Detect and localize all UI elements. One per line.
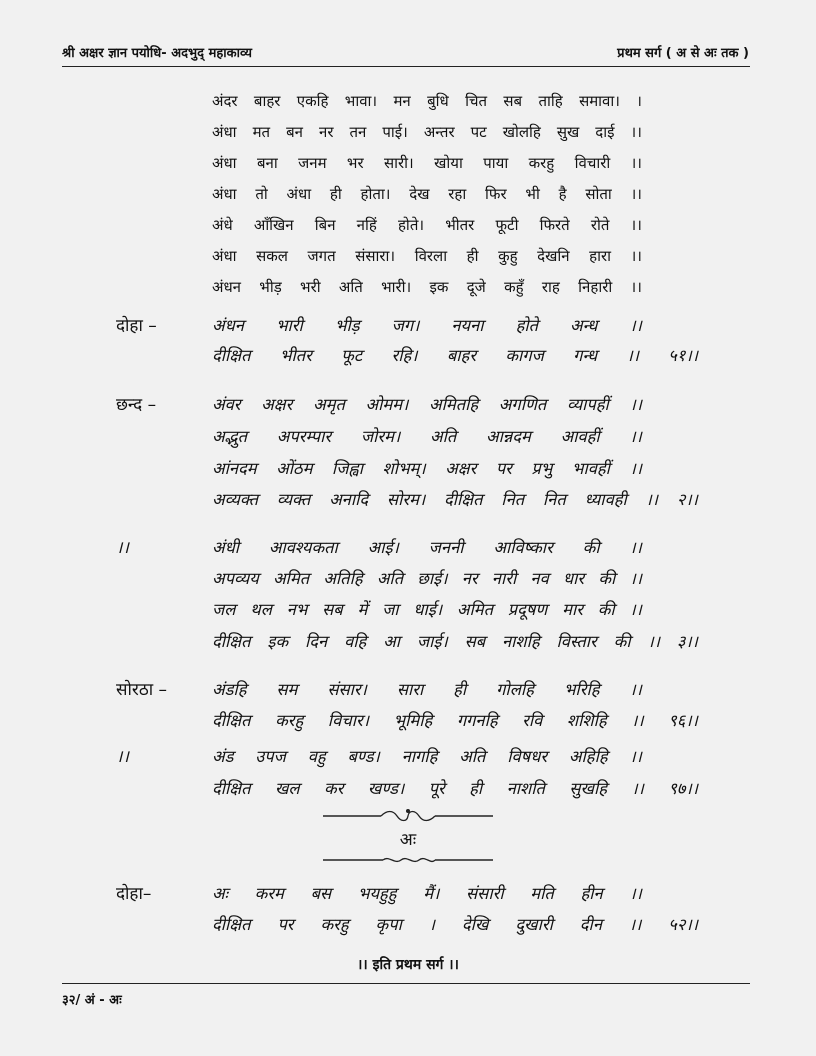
- header-rule: [62, 66, 750, 67]
- verse-word: ५२।।: [668, 915, 698, 934]
- verse-word: भीड़: [259, 278, 282, 296]
- verse-word: भीतर: [445, 216, 475, 234]
- verse-word: दूजे: [466, 278, 486, 296]
- verse-word: अक्षर: [445, 459, 477, 478]
- verse-word: फूट: [341, 346, 363, 365]
- verse-word: जग।: [391, 316, 420, 335]
- verse-word: अमृत: [312, 395, 345, 414]
- verse-word: बन: [286, 123, 303, 141]
- verse-word: सुखहि: [569, 779, 608, 798]
- verse-word: ही: [329, 185, 342, 203]
- verse-word: दीक्षित: [212, 346, 251, 365]
- verse-word: ।।: [629, 600, 642, 619]
- verse-word: रहि।: [391, 346, 418, 365]
- verse-word: ९६।।: [668, 711, 698, 730]
- verse-word: कुहु: [498, 247, 518, 265]
- verse-word: अतिहि: [323, 569, 363, 588]
- verse-word: कागज: [505, 346, 544, 365]
- verse-word: अपरम्पार: [276, 427, 332, 446]
- verse-word: संसारा।: [355, 247, 396, 265]
- verse-word: अति: [429, 427, 457, 446]
- verse-word: ।।: [645, 490, 659, 509]
- verse-word: सब: [322, 600, 343, 619]
- verse-word: जल: [212, 600, 236, 619]
- verse-word: फिरते: [539, 216, 570, 234]
- verse-word: बिन: [314, 216, 336, 234]
- verse-word: कृपा: [375, 915, 402, 934]
- doha-label: दोहा –: [116, 316, 157, 336]
- verse-line: [212, 316, 642, 336]
- verse-word: पाया: [483, 154, 509, 172]
- verse-line: [212, 680, 642, 700]
- verse-word: प्रदूषण: [507, 600, 548, 619]
- verse-word: शशिहि: [566, 711, 607, 730]
- doha-label: दोहा–: [116, 884, 152, 904]
- verse-word: अंडहि: [212, 680, 247, 699]
- verse-word: की: [597, 600, 615, 619]
- verse-word: अव्यक्त: [212, 490, 259, 509]
- verse-word: आ: [383, 632, 400, 651]
- verse-line: [212, 490, 698, 510]
- verse-line: [212, 632, 698, 652]
- verse-word: अंधी: [212, 538, 240, 557]
- verse-word: अमित: [456, 600, 493, 619]
- verse-word: विरला: [414, 247, 448, 265]
- verse-word: अंदर: [212, 92, 238, 110]
- verse-word: खोया: [434, 154, 463, 172]
- verse-word: नर: [319, 123, 334, 141]
- verse-word: नर: [461, 569, 478, 588]
- verse-word: वहि: [344, 632, 367, 651]
- verse-word: सारी।: [383, 154, 414, 172]
- verse-word: नभ: [286, 600, 308, 619]
- verse-word: भूमिहि: [393, 711, 433, 730]
- verse-word: शोभम्।: [382, 459, 426, 478]
- verse-word: ।।: [629, 680, 642, 699]
- ornament-divider-bottom: [0, 850, 816, 874]
- verse-word: ताहि: [538, 92, 563, 110]
- verse-word: भीतर: [279, 346, 312, 365]
- verse-word: अंधन: [212, 316, 244, 335]
- verse-word: पट: [470, 123, 487, 141]
- verse-word: ५१।।: [668, 346, 698, 365]
- closing-line: ।। इति प्रथम सर्ग ।।: [357, 957, 459, 973]
- verse-word: गन्ध: [573, 346, 598, 365]
- verse-word: धार: [562, 569, 585, 588]
- verse-word: दीक्षित: [212, 632, 251, 651]
- verse-line: [212, 427, 642, 447]
- verse-word: थल: [250, 600, 272, 619]
- verse-word: सोरम।: [386, 490, 426, 509]
- verse-word: ।।: [629, 569, 642, 588]
- verse-word: आंनदम: [212, 459, 257, 478]
- verse-word: सोता: [585, 185, 612, 203]
- verse-word: तो: [255, 185, 268, 203]
- verse-word: ।।: [630, 154, 642, 172]
- verse-word: जनम: [298, 154, 327, 172]
- verse-word: दीक्षित: [212, 915, 251, 934]
- verse-word: होते: [515, 316, 539, 335]
- verse-word: राह: [541, 278, 560, 296]
- verse-word: अंधे: [212, 216, 233, 234]
- verse-word: की: [613, 632, 631, 651]
- verse-word: करम: [254, 884, 284, 903]
- verse-word: ।।: [630, 216, 642, 234]
- verse-word: बाहर: [253, 92, 281, 110]
- verse-word: निहारी: [578, 278, 613, 296]
- verse-word: दीक्षित: [443, 490, 483, 509]
- verse-word: सुख: [556, 123, 580, 141]
- verse-word: कहुँ: [504, 278, 524, 296]
- verse-word: की: [598, 569, 616, 588]
- verse-word: बस: [310, 884, 332, 903]
- verse-word: गगनहि: [456, 711, 498, 730]
- verse-word: देख: [409, 185, 430, 203]
- verse-word: बुधि: [427, 92, 449, 110]
- verse-word: अंधा: [286, 185, 312, 203]
- verse-line: [212, 395, 642, 415]
- verse-word: ही: [469, 779, 483, 798]
- verse-word: इक: [429, 278, 449, 296]
- verse-word: ।।: [629, 459, 642, 478]
- verse-word: दिन: [305, 632, 328, 651]
- verse-line: [212, 747, 642, 767]
- verse-word: गोलहि: [496, 680, 534, 699]
- verse-word: विस्तार: [556, 632, 597, 651]
- verse-word: होते।: [397, 216, 425, 234]
- verse-word: आँखिन: [253, 216, 294, 234]
- verse-line: [212, 459, 642, 479]
- verse-word: पर: [277, 915, 294, 934]
- section-heading: अः: [399, 830, 417, 850]
- header-right-title: प्रथम सर्ग ( अ से अः तक ): [617, 46, 749, 61]
- verse-line: [212, 122, 642, 142]
- verse-word: ।।: [631, 711, 644, 730]
- verse-word: अद्भुत: [212, 427, 248, 446]
- verse-word: अंधा: [212, 154, 237, 172]
- verse-word: करहु: [275, 711, 304, 730]
- verse-line: [212, 600, 642, 620]
- verse-word: ओमम।: [365, 395, 409, 414]
- verse-line: [212, 91, 642, 111]
- verse-word: की: [582, 538, 600, 557]
- verse-word: ।।: [628, 915, 642, 934]
- verse-word: नहिं: [356, 216, 377, 234]
- verse-line: [212, 184, 642, 204]
- verse-word: अंवर: [212, 395, 241, 414]
- verse-line: [212, 538, 642, 558]
- verse-word: अक्षर: [261, 395, 293, 414]
- verse-word: विषधर: [507, 747, 548, 766]
- verse-line: [212, 153, 642, 173]
- verse-word: २।।: [676, 490, 698, 509]
- verse-word: भर: [346, 154, 364, 172]
- verse-word: नागहि: [401, 747, 438, 766]
- verse-word: ।।: [630, 247, 642, 265]
- verse-word: कर: [324, 779, 344, 798]
- verse-word: अनादि: [329, 490, 369, 509]
- verse-word: भी: [525, 185, 540, 203]
- verse-word: नयना: [451, 316, 484, 335]
- verse-line: [212, 779, 698, 799]
- verse-word: ।।: [629, 395, 642, 414]
- verse-word: संसारी: [466, 884, 504, 903]
- verse-word: अपव्यय: [212, 569, 259, 588]
- verse-word: ।।: [629, 747, 642, 766]
- verse-line: [212, 915, 698, 935]
- verse-line: [212, 711, 698, 731]
- verse-word: अंधा: [212, 247, 237, 265]
- verse-word: अमितहि: [428, 395, 479, 414]
- verse-word: अति: [376, 569, 404, 588]
- verse-word: अंधा: [212, 123, 237, 141]
- verse-word: पूरे: [428, 779, 445, 798]
- verse-line: [212, 277, 642, 297]
- verse-word: बण्ड।: [347, 747, 380, 766]
- verse-word: दीक्षित: [212, 779, 251, 798]
- verse-word: भीड़: [334, 316, 360, 335]
- verse-word: देखि: [461, 915, 489, 934]
- header-left-title: श्री अक्षर ज्ञान पयोधि- अदभुद् महाकाव्य: [62, 46, 252, 61]
- verse-word: ।।: [629, 884, 642, 903]
- verse-word: खल: [274, 779, 300, 798]
- verse-word: ।।: [630, 123, 642, 141]
- verse-word: भारी: [275, 316, 303, 335]
- verse-word: खण्ड।: [367, 779, 405, 798]
- verse-word: जिह्वा: [331, 459, 363, 478]
- verse-word: सब: [503, 92, 523, 110]
- verse-word: धाई।: [413, 600, 443, 619]
- verse-word: आन्नदम: [485, 427, 531, 446]
- flourish-icon: [323, 806, 493, 826]
- verse-word: भरिहि: [563, 680, 600, 699]
- verse-word: ओंठम: [276, 459, 313, 478]
- verse-word: नित: [501, 490, 525, 509]
- verse-word: भरी: [300, 278, 321, 296]
- verse-word: करहु: [528, 154, 555, 172]
- verse-word: आई।: [367, 538, 399, 557]
- verse-word: ३।।: [676, 632, 698, 651]
- verse-word: मति: [530, 884, 554, 903]
- verse-word: अंधा: [212, 185, 237, 203]
- verse-word: सम: [276, 680, 298, 699]
- verse-word: अन्तर: [423, 123, 455, 141]
- verse-word: तन: [349, 123, 367, 141]
- verse-word: आवहीं: [560, 427, 600, 446]
- verse-word: रवि: [522, 711, 543, 730]
- verse-word: अमित: [272, 569, 310, 588]
- verse-word: आविष्कार: [493, 538, 553, 557]
- verse-word: ।।: [631, 779, 644, 798]
- verse-word: उपज: [255, 747, 286, 766]
- verse-word: रहा: [448, 185, 467, 203]
- verse-word: मार: [562, 600, 583, 619]
- verse-word: ।।: [626, 346, 639, 365]
- verse-word: देखनि: [537, 247, 570, 265]
- verse-word: अहिहि: [568, 747, 608, 766]
- verse-word: जा: [382, 600, 399, 619]
- verse-word: अति: [338, 278, 363, 296]
- verse-word: बाहर: [446, 346, 477, 365]
- verse-word: पर: [495, 459, 512, 478]
- verse-word: में: [357, 600, 368, 619]
- verse-word: आवश्यकता: [268, 538, 338, 557]
- verse-word: इक: [267, 632, 289, 651]
- verse-word: व्यापहीं: [566, 395, 609, 414]
- chhand-label: छन्द –: [116, 395, 157, 415]
- verse-word: अन्ध: [570, 316, 598, 335]
- verse-word: व्यक्त: [276, 490, 311, 509]
- verse-word: जननी: [428, 538, 464, 557]
- verse-word: खोलहि: [502, 123, 541, 141]
- verse-word: ।: [428, 915, 436, 934]
- verse-word: संसार।: [327, 680, 367, 699]
- verse-word: अगणित: [498, 395, 547, 414]
- page-footer: ३२/ अं - अः: [62, 993, 122, 1008]
- verse-word: ।।: [630, 185, 642, 203]
- verse-word: जाई।: [416, 632, 448, 651]
- verse-word: ९७।।: [668, 779, 698, 798]
- verse-line: [212, 246, 642, 266]
- verse-word: भयहुहु: [357, 884, 397, 903]
- verse-word: अः: [212, 884, 228, 903]
- verse-word: ध्यावही: [584, 490, 627, 509]
- verse-word: ।।: [629, 427, 642, 446]
- verse-word: हारा: [589, 247, 612, 265]
- verse-word: ।।: [629, 316, 642, 335]
- verse-word: जोरम।: [360, 427, 401, 446]
- verse-word: भावहीं: [571, 459, 610, 478]
- verse-word: सब: [464, 632, 486, 651]
- verse-line: [212, 215, 642, 235]
- verse-word: दीक्षित: [212, 711, 251, 730]
- verse-word: विचारी: [574, 154, 611, 172]
- verse-word: मत: [252, 123, 271, 141]
- verse-line: [212, 569, 642, 589]
- verse-word: नाशहि: [501, 632, 540, 651]
- verse-word: ।।: [647, 632, 660, 651]
- verse-word: सारा: [396, 680, 424, 699]
- verse-word: दीन: [579, 915, 602, 934]
- verse-word: दाई: [595, 123, 615, 141]
- verse-word: नारी: [491, 569, 517, 588]
- verse-word: विचार।: [327, 711, 369, 730]
- verse-word: अति: [459, 747, 486, 766]
- verse-word: करहु: [320, 915, 349, 934]
- verse-line: [212, 884, 642, 904]
- verse-word: होता।: [360, 185, 391, 203]
- verse-word: बना: [256, 154, 278, 172]
- verse-word: है: [558, 185, 567, 203]
- flourish-icon: [323, 850, 493, 870]
- verse-word: नित: [542, 490, 566, 509]
- chhand2-label: ।।: [116, 538, 129, 558]
- verse-word: ।।: [629, 538, 642, 557]
- verse-word: भारी।: [381, 278, 412, 296]
- verse-word: रोते: [590, 216, 610, 234]
- verse-word: ।।: [630, 278, 642, 296]
- verse-word: चित: [465, 92, 488, 110]
- verse-word: जगत: [307, 247, 336, 265]
- verse-word: भावा।: [344, 92, 378, 110]
- verse-word: फूटी: [495, 216, 519, 234]
- verse-word: ही: [466, 247, 479, 265]
- verse-word: छाई।: [417, 569, 448, 588]
- verse-word: सकल: [256, 247, 288, 265]
- verse-word: प्रभु: [531, 459, 553, 478]
- verse-word: ।: [636, 92, 642, 110]
- verse-word: अंड: [212, 747, 234, 766]
- verse-word: नव: [530, 569, 549, 588]
- verse-word: मन: [393, 92, 411, 110]
- footer-rule: [62, 983, 750, 984]
- verse-word: वहु: [307, 747, 326, 766]
- verse-word: अंधन: [212, 278, 242, 296]
- verse-word: समावा।: [579, 92, 620, 110]
- verse-word: दुखारी: [515, 915, 553, 934]
- verse-line: [212, 346, 698, 366]
- verse-word: पाई।: [382, 123, 408, 141]
- verse-word: हीन: [580, 884, 603, 903]
- sortha2-label: ।।: [116, 747, 129, 767]
- verse-word: मैं।: [423, 884, 440, 903]
- verse-word: एकहि: [296, 92, 329, 110]
- verse-word: नाशति: [506, 779, 545, 798]
- sortha-label: सोरठा –: [116, 680, 168, 700]
- verse-word: ही: [453, 680, 467, 699]
- verse-word: फिर: [485, 185, 507, 203]
